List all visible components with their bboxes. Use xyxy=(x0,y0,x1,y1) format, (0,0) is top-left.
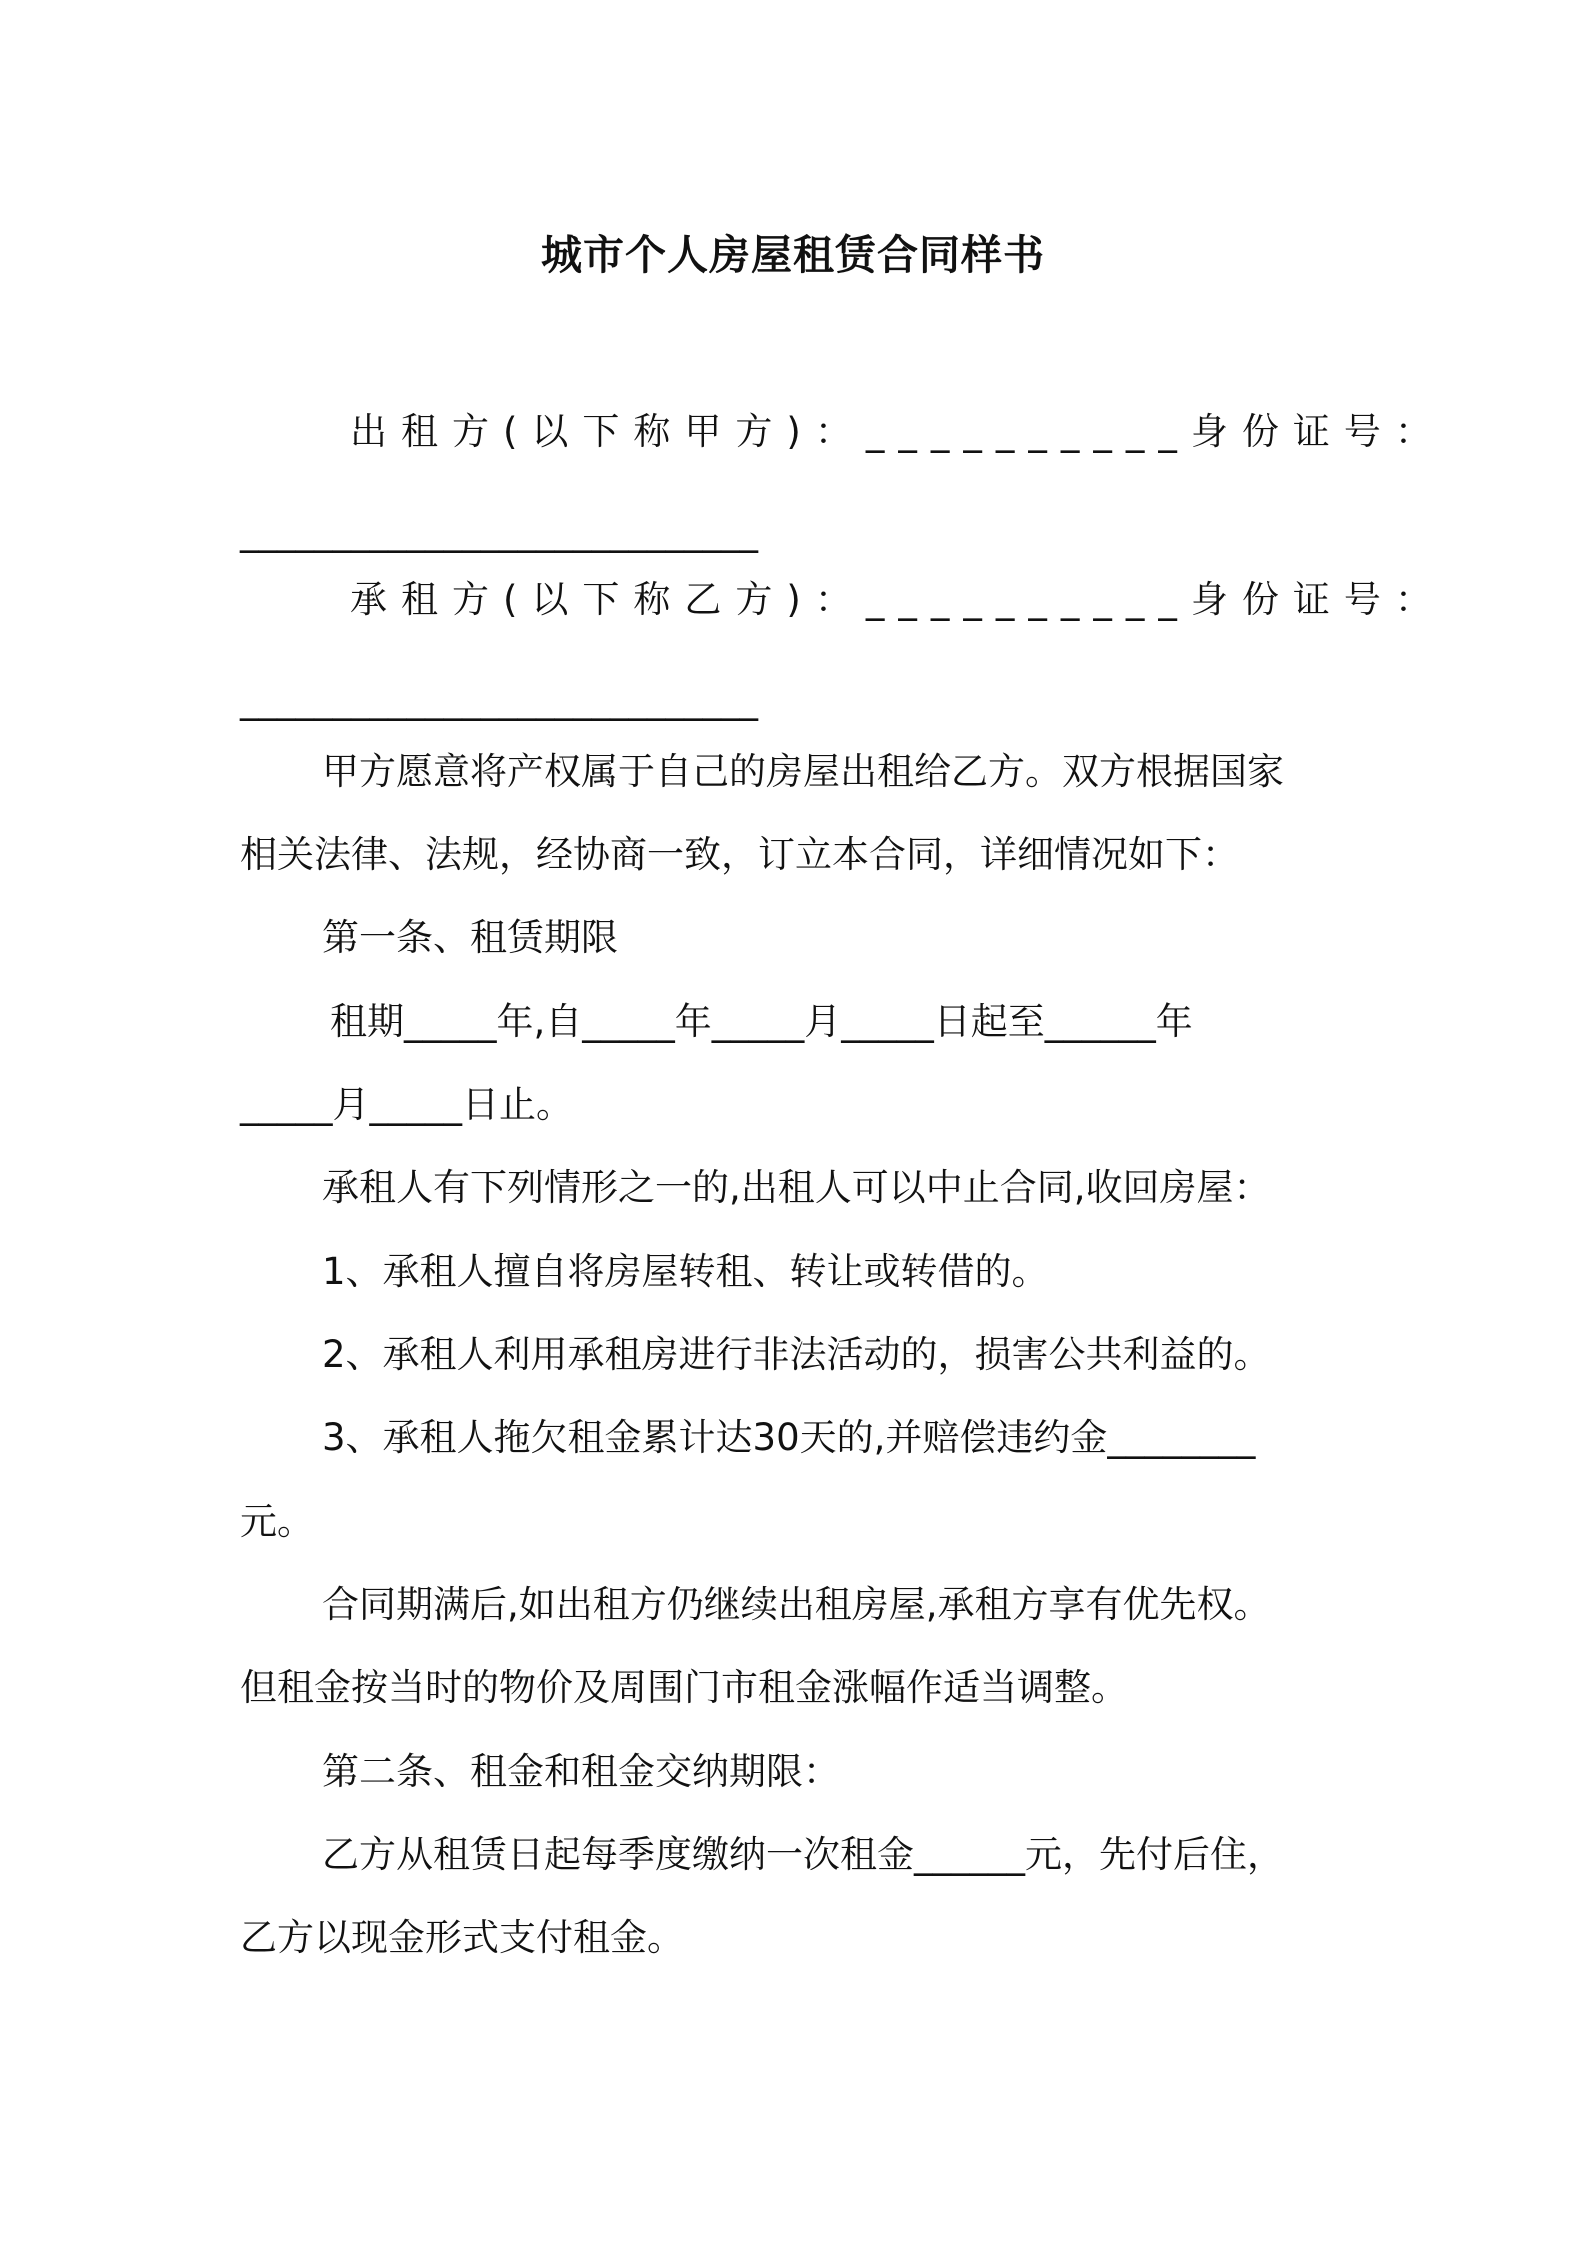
document-title: 城市个人房屋租赁合同样书 xyxy=(541,231,1045,279)
termination-item-2: 2、承租人利用承租房进行非法活动的，损害公共利益的。 xyxy=(322,1333,1271,1376)
termination-item-1: 1、承租人擅自将房屋转租、转让或转借的。 xyxy=(322,1250,1049,1293)
lessee-id-blank: ____________________________ xyxy=(240,678,758,721)
termination-item-3-line-2: 元。 xyxy=(240,1500,314,1543)
termination-item-3-line-1: 3、承租人拖欠租金累计达30天的,并赔偿违约金________ xyxy=(322,1416,1256,1459)
lessee-line: 承租方(以下称乙方)：__________身份证号： xyxy=(350,578,1446,621)
lease-term-line-1: 租期_____年,自_____年_____月_____日起至______年 xyxy=(330,1000,1193,1043)
rent-paragraph-line-2: 乙方以现金形式支付租金。 xyxy=(240,1916,684,1959)
renewal-paragraph-line-2: 但租金按当时的物价及周围门市租金涨幅作适当调整。 xyxy=(240,1666,1128,1709)
rent-paragraph-line-1: 乙方从租赁日起每季度缴纳一次租金______元，先付后住， xyxy=(322,1833,1284,1876)
lessor-line: 出租方(以下称甲方)：__________身份证号： xyxy=(350,410,1446,453)
intro-paragraph-line-2: 相关法律、法规，经协商一致，订立本合同，详细情况如下： xyxy=(240,833,1239,876)
article-1-heading: 第一条、租赁期限 xyxy=(322,916,618,959)
intro-paragraph-line-1: 甲方愿意将产权属于自己的房屋出租给乙方。双方根据国家 xyxy=(322,750,1284,793)
lease-term-line-2: _____月_____日止。 xyxy=(240,1083,573,1126)
article-2-heading: 第二条、租金和租金交纳期限： xyxy=(322,1750,840,1793)
lessor-id-blank: ____________________________ xyxy=(240,510,758,553)
termination-intro: 承租人有下列情形之一的,出租人可以中止合同,收回房屋： xyxy=(322,1166,1271,1209)
renewal-paragraph-line-1: 合同期满后,如出租方仍继续出租房屋,承租方享有优先权。 xyxy=(322,1583,1271,1626)
